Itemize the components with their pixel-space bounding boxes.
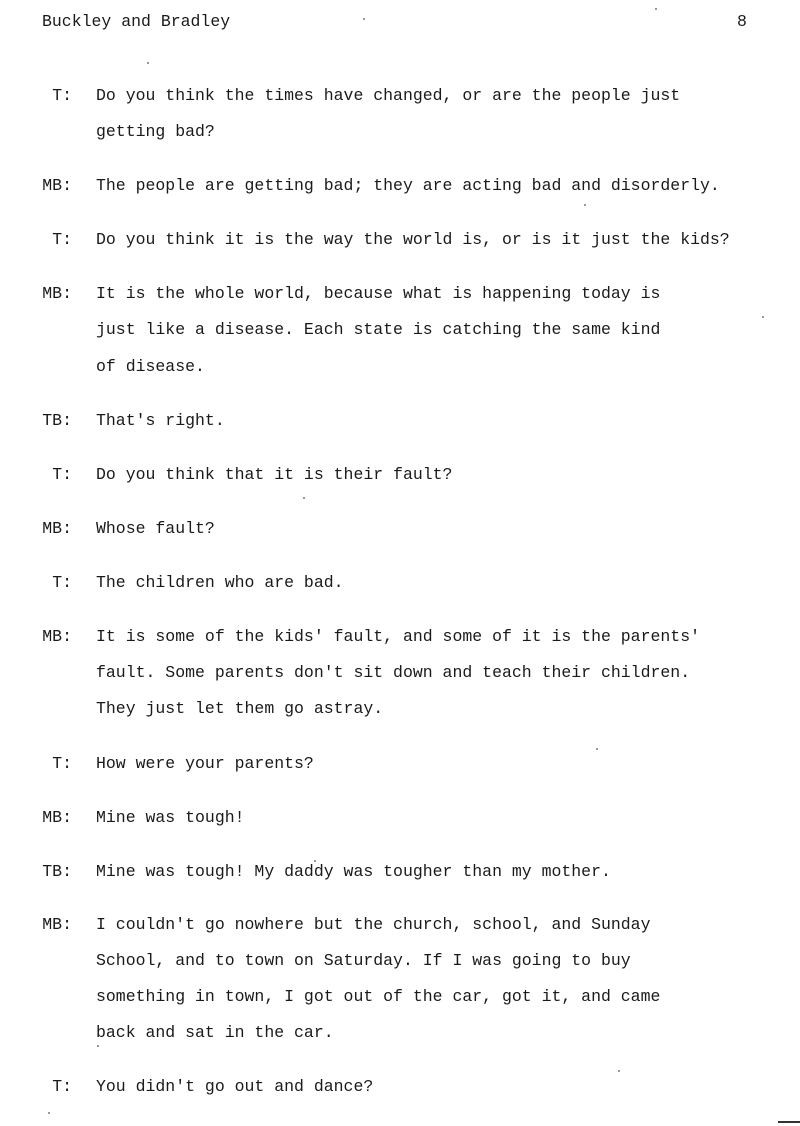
speaker-label: TB: [42,411,72,430]
speaker-label: TB: [42,862,72,881]
dialogue-line: School, and to town on Saturday. If I was going to buy [96,951,631,970]
dialogue-line: The children who are bad. [96,573,344,592]
page-number: 8 [737,12,747,31]
speaker-label: MB: [42,176,72,195]
dialogue-line: They just let them go astray. [96,699,384,718]
dialogue-line: Do you think it is the way the world is, or is it just the kids? [96,230,730,249]
dialogue-line: Do you think that it is their fault? [96,465,453,484]
scan-speck [596,748,598,750]
dialogue-line: just like a disease. Each state is catching the same kind [96,320,661,339]
scan-speck [48,1112,50,1114]
page-edge-mark [778,1121,800,1123]
scan-speck [314,860,316,862]
dialogue-line: I couldn't go nowhere but the church, school, and Sunday [96,915,651,934]
scan-speck [618,1070,620,1072]
dialogue-line: back and sat in the car. [96,1023,334,1042]
scan-speck [655,8,657,10]
speaker-label: T: [52,1077,72,1096]
scan-speck [147,62,149,64]
speaker-label: T: [52,573,72,592]
dialogue-line: getting bad? [96,122,215,141]
dialogue-line: of disease. [96,357,205,376]
dialogue-line: You didn't go out and dance? [96,1077,374,1096]
speaker-label: T: [52,754,72,773]
speaker-label: T: [52,465,72,484]
speaker-label: MB: [42,284,72,303]
dialogue-line: fault. Some parents don't sit down and teach their children. [96,663,691,682]
dialogue-line: something in town, I got out of the car, got it, and came [96,987,661,1006]
scan-speck [584,204,586,206]
dialogue-line: How were your parents? [96,754,314,773]
dialogue-line: That's right. [96,411,225,430]
scan-speck [97,1045,99,1047]
scan-speck [363,18,365,20]
dialogue-line: Do you think the times have changed, or are the people just [96,86,681,105]
dialogue-line: The people are getting bad; they are acting bad and disorderly. [96,176,720,195]
speaker-label: MB: [42,519,72,538]
dialogue-line: It is some of the kids' fault, and some of it is the parents' [96,627,700,646]
speaker-label: MB: [42,808,72,827]
running-header-title: Buckley and Bradley [42,12,231,31]
speaker-label: MB: [42,915,72,934]
speaker-label: T: [52,230,72,249]
dialogue-line: It is the whole world, because what is happening today is [96,284,661,303]
dialogue-line: Whose fault? [96,519,215,538]
dialogue-line: Mine was tough! My daddy was tougher than my mother. [96,862,611,881]
dialogue-line: Mine was tough! [96,808,245,827]
scan-speck [762,316,764,318]
scan-speck [303,497,305,499]
speaker-label: T: [52,86,72,105]
speaker-label: MB: [42,627,72,646]
